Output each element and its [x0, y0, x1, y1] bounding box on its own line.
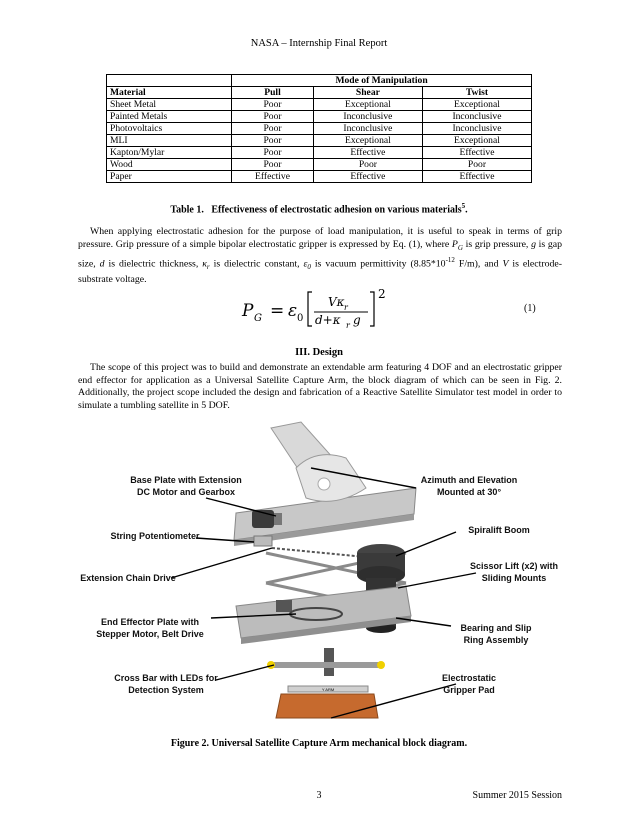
table-cell: Poor — [232, 159, 314, 171]
column-header-shear: Shear — [313, 87, 422, 99]
equation-number: (1) — [524, 303, 536, 314]
footer-session: Summer 2015 Session — [472, 790, 562, 801]
eq-numerator-sub: r — [344, 303, 348, 312]
eq-lhs-sub: G — [254, 313, 262, 324]
eq-right-bracket — [370, 292, 374, 326]
stepper-motor — [276, 600, 292, 612]
table-row — [107, 111, 532, 123]
table-row — [107, 135, 532, 147]
table-cell: Effective — [313, 171, 422, 183]
paragraph-grip-pressure: When applying electrostatic adhesion for the purpose of load manipulation, it is useful to speak in terms of grip pressure. Grip pressure of a simple bipolar electrostatic gripper is expressed by Eq. (1), where $P_G$ is grip pressure, g is gap size, d is dielectric thickness, $\kappa_r$ is dielectric constant, $\varepsilon_0$ is vacuum permittivity ($8.85*10^{-12}$ F/m), and V is electrode-substrate voltage. — [78, 226, 563, 285]
column-header-pull: Pull — [232, 87, 314, 99]
table-1-caption: Table 1. Effectiveness of electrostatic adhesion on various materials$^5$. — [170, 202, 468, 216]
eq-denominator-sub: r — [346, 321, 350, 330]
label-scissor-lift: Scissor Lift (x2) with Sliding Mounts — [469, 561, 558, 583]
table-row — [107, 123, 532, 135]
table-group-header-row — [107, 75, 532, 87]
column-header-material: Material — [107, 87, 232, 99]
label-extension-chain: Extension Chain Drive — [80, 573, 176, 583]
figure-2-caption: Figure 2. Universal Satellite Capture Arm mechanical block diagram. — [170, 738, 468, 749]
table-cell: Exceptional — [422, 135, 531, 147]
table-cell: MLI — [107, 135, 232, 147]
table-cell: Inconclusive — [313, 123, 422, 135]
table-cell: Effective — [232, 171, 314, 183]
label-bearing-slip-ring: Bearing and Slip Ring Assembly — [460, 623, 532, 645]
table-row — [107, 147, 532, 159]
eq-numerator: Vκ — [328, 295, 345, 309]
eq-denominator-g: g — [353, 313, 361, 327]
table-cell: Effective — [422, 147, 531, 159]
label-azimuth-elevation: Azimuth and Elevation Mounted at 30° — [420, 475, 518, 497]
label-base-plate: Base Plate with Extension DC Motor and Gearbox — [130, 475, 242, 497]
column-header-twist: Twist — [422, 87, 531, 99]
table-cell: Poor — [422, 159, 531, 171]
table-group-header: Mode of Manipulation — [232, 75, 532, 87]
table-cell: Poor — [232, 99, 314, 111]
table-cell: Inconclusive — [422, 111, 531, 123]
table-column-header-row — [107, 87, 532, 99]
eq-power: 2 — [378, 287, 386, 301]
string-potentiometer — [254, 536, 272, 546]
eq-lhs: P — [242, 301, 254, 321]
table-row — [107, 159, 532, 171]
table-cell: Exceptional — [422, 99, 531, 111]
table-cell: Photovoltaics — [107, 123, 232, 135]
label-string-potentiometer: String Potentiometer — [110, 531, 200, 541]
table-cell: Painted Metals — [107, 111, 232, 123]
paragraph-design-scope: The scope of this project was to build and demonstrate an extendable arm featuring 4 DOF and an electrostatic gripper end effector for application as a Universal Satellite Capture Arm, the block diagram of which can be seen in Fig. 2. Additionally, the project scope included the design and fabrication of a Reactive Satellite Simulator test model in order to simulate a tumbling satellite in 5 DOF. — [78, 362, 562, 411]
table-cell: Poor — [232, 135, 314, 147]
eq-epsilon: ε — [288, 301, 298, 321]
table-cell: Poor — [232, 147, 314, 159]
table-cell: Inconclusive — [313, 111, 422, 123]
table-cell: Exceptional — [313, 99, 422, 111]
table-empty-corner — [107, 75, 232, 87]
elevation-mount — [296, 455, 366, 502]
table-row — [107, 99, 532, 111]
gripper-pad — [276, 694, 378, 718]
cross-bar — [271, 662, 381, 668]
table-cell: Effective — [422, 171, 531, 183]
table-cell: Kapton/Mylar — [107, 147, 232, 159]
label-spiralift-boom: Spiralift Boom — [468, 525, 530, 535]
led-right — [377, 661, 385, 669]
table-cell: Poor — [313, 159, 422, 171]
running-header: NASA – Internship Final Report — [250, 38, 388, 49]
gearbox — [274, 513, 282, 525]
table-cell: Effective — [313, 147, 422, 159]
table-cell: Wood — [107, 159, 232, 171]
equation-1 — [240, 286, 410, 330]
table-1 — [106, 74, 532, 183]
label-end-effector: End Effector Plate with Stepper Motor, Belt Drive — [96, 617, 204, 639]
section-heading: III. Design — [295, 347, 343, 358]
eq-epsilon-sub: 0 — [297, 313, 304, 324]
table-cell: Poor — [232, 123, 314, 135]
table-cell: Sheet Metal — [107, 99, 232, 111]
table-cell: Exceptional — [313, 135, 422, 147]
table-cell: Poor — [232, 111, 314, 123]
figure-2 — [76, 418, 564, 730]
eq-denominator: d+κ — [315, 313, 341, 327]
y-arm-text: Y ARM — [321, 687, 335, 692]
page-number: 3 — [316, 790, 322, 801]
eq-equals: = — [270, 301, 285, 321]
eq-left-bracket — [308, 292, 312, 326]
table-cell: Paper — [107, 171, 232, 183]
table-row — [107, 171, 532, 183]
azimuth-gear — [318, 478, 330, 490]
label-cross-bar: Cross Bar with LEDs for Detection System — [114, 673, 218, 695]
label-gripper-pad: Electrostatic Gripper Pad — [441, 673, 497, 695]
table-cell: Inconclusive — [422, 123, 531, 135]
